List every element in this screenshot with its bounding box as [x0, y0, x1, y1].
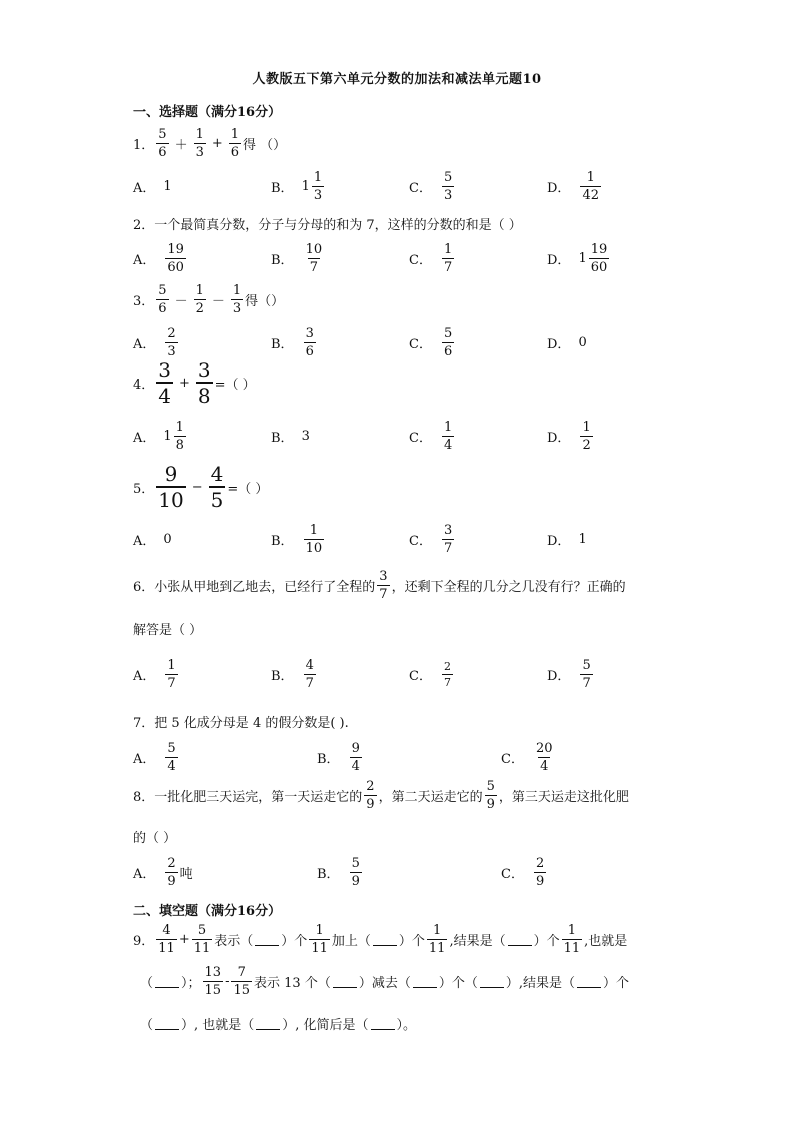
question-text: ，第二天运走它的 [378, 790, 483, 805]
options-3 [133, 320, 693, 364]
question-tail: 得（） [245, 294, 285, 309]
question-7: 7．把 5 化成分母是 4 的假分数是( ). [133, 716, 349, 731]
fraction: $\frac{3}{8}$ [197, 358, 211, 408]
question-text: ，第三天运走这批化肥 [498, 790, 629, 805]
options-6 [133, 652, 693, 696]
question-number: 5． [133, 481, 155, 497]
option-b[interactable]: B． $\frac{4}{7}$ [271, 657, 314, 691]
answer-blank[interactable] [508, 933, 532, 946]
fraction: $\frac{5}{6}$ [158, 127, 167, 160]
option-c[interactable]: C． $\frac{1}{4}$ [409, 419, 453, 453]
options-8 [133, 850, 693, 894]
option-a[interactable]: A． 0 [133, 531, 172, 549]
option-d[interactable]: D． 1 $\frac{19}{60}$ [547, 241, 608, 275]
option-a[interactable]: A． $\frac{1}{7}$ [133, 657, 176, 691]
option-c[interactable]: C． $\frac{2}{9}$ [501, 855, 545, 889]
answer-blank[interactable] [577, 975, 601, 988]
option-a[interactable]: A． $\frac{19}{60}$ [133, 241, 184, 275]
fraction: $\frac{5}{6}$ [158, 283, 167, 316]
operator: ＋ [174, 138, 188, 153]
fraction: $\frac{2}{9}$ [366, 779, 375, 812]
section-heading-fill: 二、填空题（满分16分） [133, 904, 282, 919]
option-b[interactable]: B． $\frac{3}{6}$ [271, 325, 314, 359]
question-text: 6．小张从甲地到乙地去，已经行了全程的 [133, 580, 376, 595]
option-d[interactable]: D． $\frac{1}{2}$ [547, 419, 591, 453]
option-b[interactable]: B． 3 [271, 428, 310, 446]
answer-blank[interactable] [333, 975, 357, 988]
question-6 [133, 570, 674, 601]
question-2: 2．一个最简真分数，分子与分母的和为 7，这样的分数的和是（ ） [133, 218, 522, 233]
fraction: $\frac{4}{5}$ [210, 462, 224, 512]
fraction: $\frac{3}{4}$ [158, 358, 172, 408]
option-b[interactable]: B． $\frac{1}{10}$ [271, 522, 323, 556]
answer-blank[interactable] [373, 933, 397, 946]
operator: － [211, 294, 225, 309]
answer-blank[interactable] [155, 975, 179, 988]
answer-blank[interactable] [255, 933, 279, 946]
option-d[interactable]: D． $\frac{1}{42}$ [547, 169, 599, 203]
option-c[interactable]: C． $\frac{5}{3}$ [409, 169, 453, 203]
question-1 [133, 128, 674, 159]
question-9-line2: （ ）； $\frac{13}{15}$ - $\frac{7}{15}$ 表示 13 个（ ）减去（ ）个（ ）,结果是（ ）个 [140, 965, 630, 998]
option-b[interactable]: B． 1 $\frac{1}{3}$ [271, 169, 323, 203]
question-9-line3: （ ）, 也就是（ ）, 化简后是（ ）。 [140, 1018, 417, 1033]
question-number: 3． [133, 294, 155, 309]
options-2 [133, 236, 693, 280]
option-a[interactable]: A． 1 $\frac{1}{8}$ [133, 419, 184, 453]
question-3 [133, 284, 674, 315]
option-c[interactable]: C． $\frac{2}{7}$ [409, 659, 451, 689]
options-7 [133, 735, 693, 779]
option-b[interactable]: B． $\frac{9}{4}$ [317, 740, 360, 774]
page-title: 人教版五下第六单元分数的加法和减法单元题10 [252, 72, 542, 87]
option-a[interactable]: A． 1 [133, 178, 172, 196]
answer-blank[interactable] [480, 975, 504, 988]
option-c[interactable]: C． $\frac{20}{4}$ [501, 740, 553, 774]
question-8 [133, 780, 674, 811]
question-8-line2: 的（ ） [133, 831, 177, 846]
question-text: 8．一批化肥三天运完，第一天运走它的 [133, 790, 363, 805]
question-text: ，还剩下全程的几分之几没有行？正确的 [391, 580, 626, 595]
question-number: 1． [133, 138, 155, 153]
question-tail: 得 （） [243, 138, 287, 153]
option-c[interactable]: C． $\frac{3}{7}$ [409, 522, 453, 556]
option-c[interactable]: C． $\frac{5}{6}$ [409, 325, 453, 359]
option-a[interactable]: A． $\frac{2}{9}$ 吨 [133, 855, 193, 889]
options-5 [133, 517, 693, 561]
operator: − [191, 479, 203, 495]
fraction: $\frac{3}{7}$ [379, 569, 388, 602]
fraction: $\frac{9}{10}$ [158, 462, 184, 512]
answer-blank[interactable] [256, 1017, 280, 1030]
option-b[interactable]: B． $\frac{10}{7}$ [271, 241, 323, 275]
fraction: $\frac{5}{9}$ [486, 779, 495, 812]
operator: + [179, 375, 190, 391]
fraction: $\frac{1}{6}$ [230, 127, 240, 160]
option-a[interactable]: A． $\frac{2}{3}$ [133, 325, 176, 359]
options-1 [133, 164, 693, 208]
options-4 [133, 414, 693, 458]
section-heading-choice: 一、选择题（满分16分） [133, 105, 282, 120]
fraction: $\frac{1}{3}$ [195, 127, 204, 160]
option-b[interactable]: B． $\frac{5}{9}$ [317, 855, 360, 889]
option-a[interactable]: A． $\frac{5}{4}$ [133, 740, 176, 774]
operator: + [211, 136, 223, 151]
question-4 [133, 360, 674, 406]
option-d[interactable]: D． 1 [547, 531, 587, 549]
question-5 [133, 464, 674, 510]
answer-blank[interactable] [413, 975, 437, 988]
fraction: $\frac{1}{3}$ [232, 283, 242, 316]
answer-blank[interactable] [155, 1017, 179, 1030]
operator: － [174, 294, 188, 309]
answer-blank[interactable] [371, 1017, 395, 1030]
option-d[interactable]: D． $\frac{5}{7}$ [547, 657, 591, 691]
question-9: 9． $\frac{4}{11}$ + $\frac{5}{11}$ 表示（ ）个 $\frac{1}{11}$ 加上（ ）个 $\frac{1}{11}$ ,结果是（ ）个 $\frac{1}{11}$ ,也就是 [133, 923, 628, 956]
question-number: 4． [133, 377, 155, 393]
question-tail: =（ ） [227, 481, 269, 497]
option-d[interactable]: D． 0 [547, 334, 587, 352]
question-6-line2: 解答是（ ） [133, 623, 203, 638]
fraction: $\frac{1}{2}$ [195, 283, 204, 316]
question-tail: =（ ） [214, 377, 256, 393]
option-c[interactable]: C． $\frac{1}{7}$ [409, 241, 453, 275]
